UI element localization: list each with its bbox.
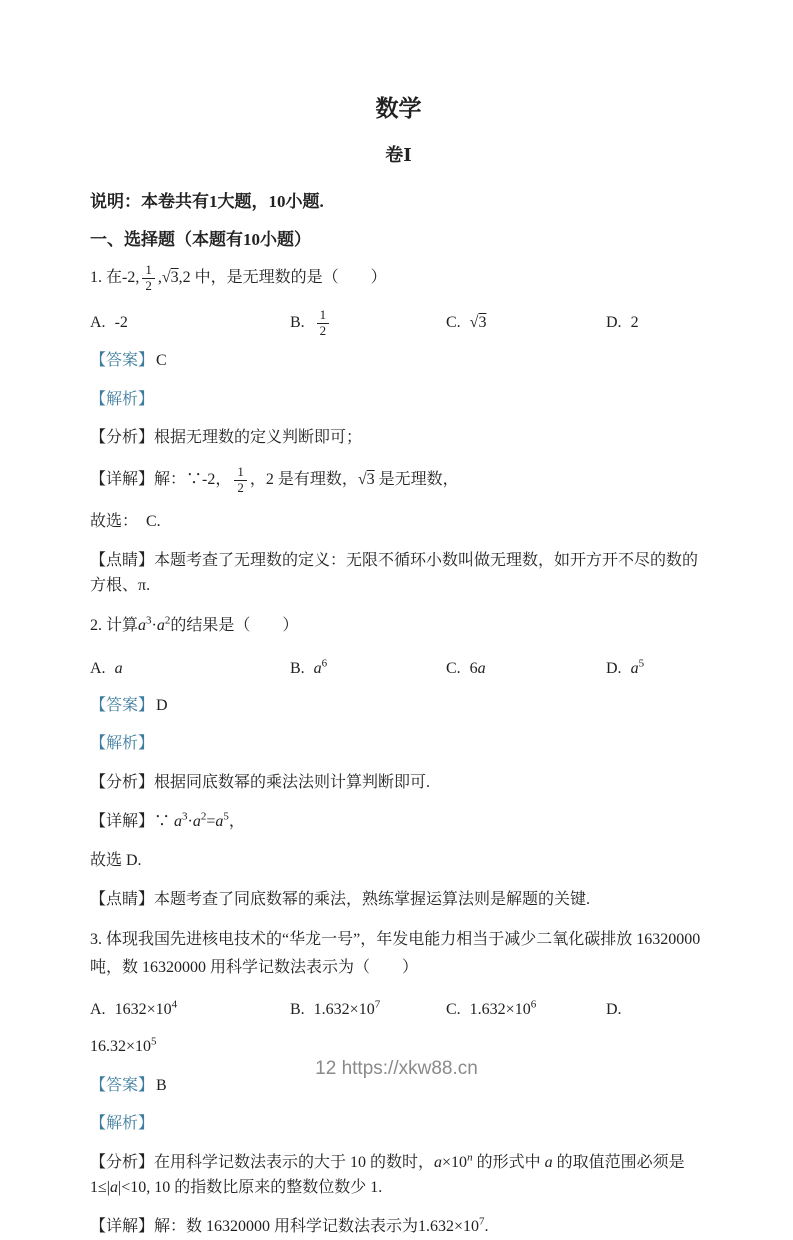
option-value: $\frac{1}{2}$: [314, 314, 333, 331]
option-value: $a^5$: [630, 657, 645, 677]
answer-tag: 【答案】: [90, 351, 155, 369]
question-1-stem: 1. 在-2, $\frac{1}{2}$ ,√3,2 中，是无理数的是（ ）: [90, 262, 387, 293]
option-label: A.: [90, 1000, 106, 1018]
question-1-answer-line: [90, 349, 707, 374]
option-label: D.: [606, 1000, 622, 1018]
option-value: 6a: [469, 659, 486, 677]
xiangjie-tag: 【详解】: [90, 1217, 155, 1235]
question-3-option-a: [90, 998, 290, 1019]
jiexi-tag: 【解析】: [90, 1115, 155, 1133]
fenxi-tag: 【分析】: [90, 1154, 155, 1172]
fenxi-tag: 【分析】: [90, 774, 155, 792]
xiangjie-tag: 【详解】: [90, 812, 155, 830]
question-2-note-line: [90, 888, 707, 913]
answer-tag: 【答案】: [90, 696, 155, 714]
option-label: C.: [446, 314, 461, 332]
question-2-stem: 2. 计算$a^3\cdot a^2$的结果是（ ）: [90, 615, 299, 635]
analysis-text: 根据同底数幂的乘法法则计算判断即可.: [154, 774, 431, 792]
jiexi-tag: 【解析】: [90, 735, 155, 753]
question-3-option-d-wrap: $16.32\times 10^5$: [90, 1035, 157, 1055]
option-label: B.: [290, 1000, 305, 1018]
question-3: [90, 926, 707, 1239]
exam-header: [90, 90, 707, 167]
question-3-option-b: [290, 998, 446, 1019]
question-1-options: [90, 308, 707, 339]
option-label: D.: [606, 314, 622, 332]
detail-text: 解：数 16320000 用科学记数法表示为$1.632\times 10^7$.: [154, 1215, 489, 1235]
option-label: B.: [290, 313, 305, 331]
question-2-detail-line: [90, 810, 707, 835]
section-heading: 一、选择题（本题有10小题）: [90, 230, 311, 249]
option-value: 2: [630, 314, 639, 332]
detail-text: 解：∵-2， $\frac{1}{2}$ ，2 是有理数，√3 是无理数，: [154, 464, 459, 496]
question-1-option-b: [290, 308, 446, 339]
analysis-text: 根据无理数的定义判断即可；: [154, 429, 363, 447]
xiangjie-tag: 【详解】: [90, 471, 155, 489]
question-3-option-d: [606, 1001, 707, 1019]
question-3-option-c: [446, 998, 606, 1019]
answer-tag: 【答案】: [90, 1076, 155, 1094]
option-label: C.: [446, 659, 461, 677]
question-2-answer-line: [90, 694, 707, 719]
question-2-conclusion: 故选 D.: [90, 851, 142, 869]
dianjing-tag: 【点睛】: [90, 890, 155, 908]
question-3-options: [90, 995, 707, 1025]
question-1-option-d: [606, 314, 707, 332]
fenxi-tag: 【分析】: [90, 429, 155, 447]
option-label: C.: [446, 1000, 461, 1018]
jiexi-tag: 【解析】: [90, 390, 155, 408]
question-3-stem: 3. 体现我国先进核电技术的“华龙一号”，年发电能力相当于减少二氧化碳排放 16320000 吨，数 16320000 用科学记数法表示为（ ）: [90, 931, 701, 976]
question-1-jiexi-line: [90, 388, 707, 413]
volume-label: 卷Ⅰ: [385, 145, 412, 165]
question-1-option-a: [90, 314, 290, 332]
option-value: √3: [469, 314, 487, 332]
question-1-conclusion: 故选： C.: [90, 513, 161, 531]
dianjing-tag: 【点睛】: [90, 551, 155, 569]
question-2-option-b: [290, 657, 446, 678]
question-1-option-c: [446, 314, 606, 332]
note-text: 本题考查了同底数幂的乘法，熟练掌握运算法则是解题的关键.: [154, 890, 591, 908]
option-label: A.: [90, 314, 106, 332]
answer-value: D: [156, 696, 168, 714]
question-1: [90, 263, 707, 598]
option-label: B.: [290, 659, 305, 677]
question-2-option-d: [606, 657, 707, 678]
question-2-option-c: [446, 660, 606, 678]
option-label: D.: [606, 659, 622, 677]
question-3-analysis-line: [90, 1151, 707, 1201]
question-3-jiexi-line: [90, 1112, 707, 1137]
footer-watermark-text: 12 https://xkw88.cn: [315, 1058, 478, 1079]
question-1-analysis-line: [90, 426, 707, 451]
note-text: 本题考查了无理数的定义：无限不循环小数叫做无理数，如开方开不尽的数的方根、π.: [90, 551, 699, 594]
option-value: $1.632\times 10^7$: [313, 998, 381, 1018]
question-1-detail-line: [90, 465, 707, 496]
page-footer: [0, 1058, 793, 1080]
option-label: A.: [90, 659, 106, 677]
question-2-jiexi-line: [90, 732, 707, 757]
option-value: -2: [114, 314, 128, 332]
answer-value: B: [156, 1076, 167, 1094]
answer-value: C: [156, 351, 167, 369]
question-2: [90, 612, 707, 912]
option-value: $1.632\times 10^6$: [469, 998, 537, 1018]
question-2-analysis-line: [90, 771, 707, 796]
detail-text: ∵ $a^3\cdot a^2=a^5$，: [154, 810, 245, 830]
option-value: $1632\times 10^4$: [114, 998, 178, 1018]
option-value: $a^6$: [313, 657, 328, 677]
question-2-option-a: [90, 660, 290, 678]
analysis-text: 在用科学记数法表示的大于 10 的数时，$a\times 10^n$ 的形式中 a 的取值范围必须是 1≤|a|<10, 10 的指数比原来的整数位数少 1.: [90, 1151, 685, 1196]
exam-note: 说明：本卷共有1大题，10小题.: [90, 192, 324, 211]
option-value: a: [114, 659, 123, 677]
question-3-detail-line: [90, 1215, 707, 1240]
question-2-options: [90, 654, 707, 684]
page-title: 数学: [375, 96, 422, 121]
question-1-note-line: [90, 549, 707, 599]
